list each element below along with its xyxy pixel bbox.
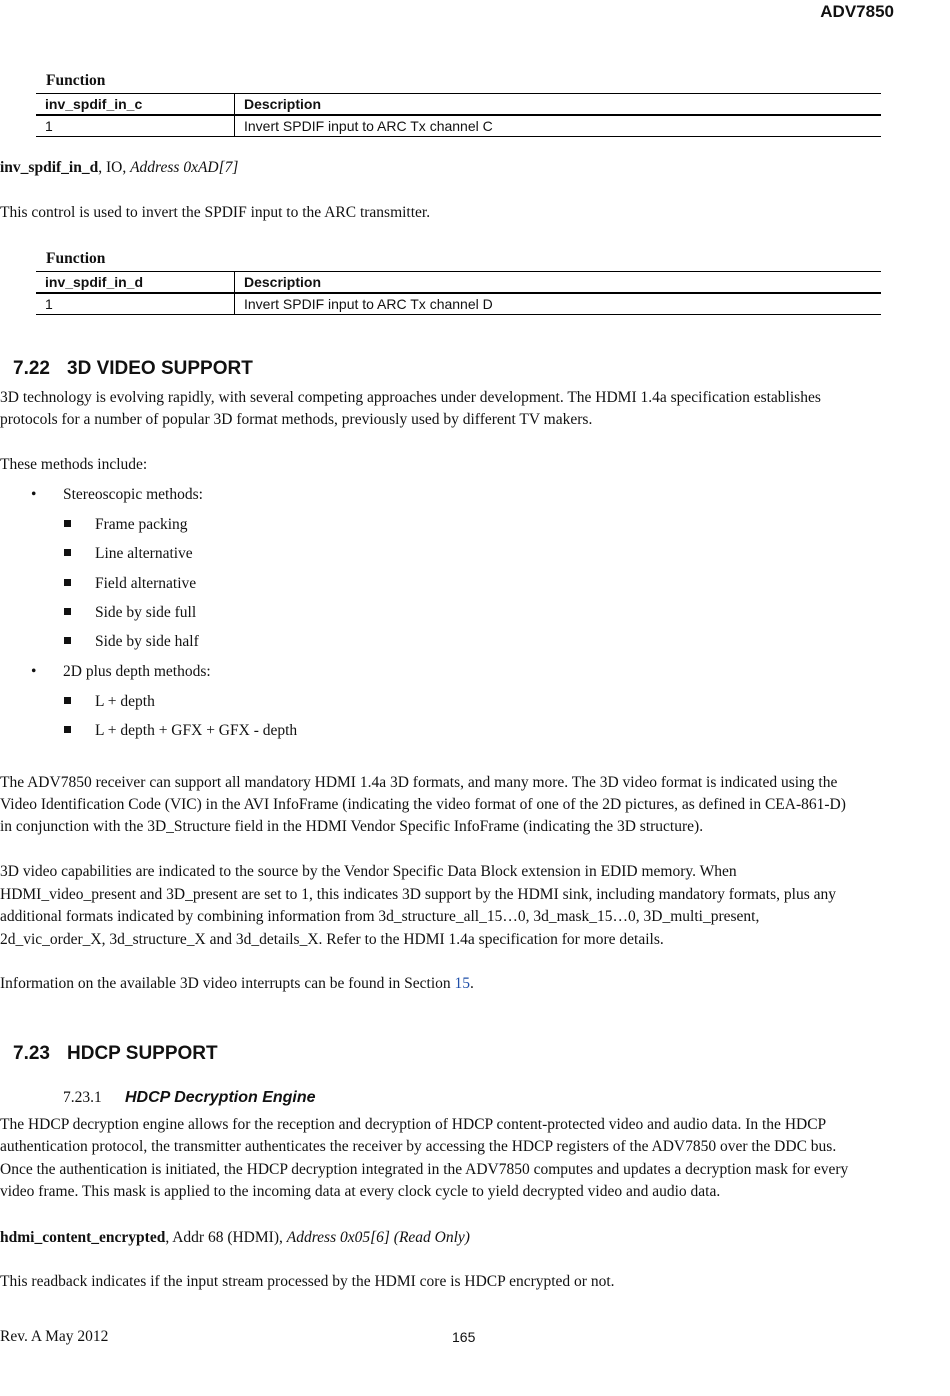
text-span: Information on the available 3D video interrupts can be found in Section — [0, 975, 455, 992]
table-row — [36, 293, 881, 315]
section-title: HDCP SUPPORT — [67, 1043, 218, 1064]
paragraph-methods-intro: These methods include: — [0, 456, 148, 473]
subsection-title: HDCP Decryption Engine — [125, 1089, 316, 1106]
section-number: 7.22 — [13, 358, 50, 379]
sub-item-label: L + depth + GFX + GFX - depth — [95, 722, 298, 739]
register-name: inv_spdif_in_d — [0, 159, 99, 176]
register-description: This control is used to invert the SPDIF input to the ARC transmitter. — [0, 204, 431, 221]
register-sep: , IO, — [98, 159, 131, 176]
list-item — [64, 514, 188, 536]
subsection-number: 7.23.1 — [63, 1089, 102, 1106]
register-sep: , Addr 68 (HDMI), — [165, 1229, 287, 1246]
paragraph-3d-intro-line2: protocols for a number of popular 3D format methods, previously used by different TV makers. — [0, 411, 593, 428]
table2-header-col1: inv_spdif_in_d — [36, 272, 235, 294]
section-15-link[interactable]: 15 — [454, 975, 471, 992]
paragraph-adv7850-support-line3: in conjunction with the 3D_Structure field in the HDMI Vendor Specific InfoFrame (indicating the 3D structure). — [0, 818, 704, 835]
paragraph-3d-capabilities-line2: HDMI_video_present and 3D_present are set to 1, this indicates 3D support by the HDMI sink, including mandatory formats, plus any — [0, 886, 836, 903]
paragraph-hdcp-line1: The HDCP decryption engine allows for the reception and decryption of HDCP content-protected video and audio data. In the HDCP — [0, 1116, 827, 1133]
bullet-2d-plus-depth: 2D plus depth methods: — [63, 663, 211, 680]
table2-caption: Function — [46, 250, 106, 267]
section-title: 3D VIDEO SUPPORT — [67, 358, 253, 379]
list-item — [64, 691, 155, 713]
table1-caption: Function — [46, 72, 106, 89]
bullet-stereoscopic: Stereoscopic methods: — [63, 486, 203, 503]
table1-header-col1: inv_spdif_in_c — [36, 94, 235, 116]
paragraph-adv7850-support-line2: Video Identification Code (VIC) in the AVI InfoFrame (indicating the video format of one of the 2D pictures, as defined in CEA-861-D) — [0, 796, 846, 813]
text-span: . — [470, 975, 474, 992]
register-name: hdmi_content_encrypted — [0, 1229, 166, 1246]
register-inv-spdif-in-d — [0, 157, 920, 179]
table-row — [36, 115, 881, 137]
register-hdmi-content-encrypted — [0, 1227, 920, 1249]
register-address: Address 0x05[6] (Read Only) — [286, 1229, 470, 1246]
table2-cell-value: 1 — [36, 293, 235, 315]
paragraph-3d-capabilities-line4: 2d_vic_order_X, 3d_structure_X and 3d_details_X. Refer to the HDMI 1.4a specification for more details. — [0, 931, 664, 948]
sub-item-label: L + depth — [95, 693, 155, 710]
sub-item-label: Field alternative — [95, 575, 197, 592]
paragraph-hdcp-line2: authentication protocol, the transmitter authenticates the receiver by accessing the HDCP registers of the ADV7850 over the DDC bus. — [0, 1138, 837, 1155]
table1-header-col2: Description — [235, 94, 882, 116]
sub-item-label: Side by side half — [95, 633, 199, 650]
paragraph-hdcp-line4: video frame. This mask is applied to the incoming data at every clock cycle to yield decrypted video and audio data. — [0, 1183, 721, 1200]
list-item: • 2D plus depth methods: — [31, 663, 211, 680]
list-item — [64, 602, 196, 624]
table1-cell-value: 1 — [36, 115, 235, 137]
section-number: 7.23 — [13, 1043, 50, 1064]
paragraph-3d-capabilities-line3: additional formats indicated by combining information from 3d_structure_all_15…0, 3d_mask_15…0, 3D_multi_present, — [0, 908, 760, 925]
list-item: • Stereoscopic methods: — [31, 486, 203, 503]
list-item — [64, 573, 196, 595]
document-header-title: ADV7850 — [820, 2, 894, 21]
register-description: This readback indicates if the input stream processed by the HDMI core is HDCP encrypted or not. — [0, 1273, 615, 1290]
list-item — [64, 720, 297, 742]
paragraph-3d-interrupts — [0, 973, 920, 995]
paragraph-adv7850-support-line1: The ADV7850 receiver can support all mandatory HDMI 1.4a 3D formats, and many more. The 3D video format is indicated using the — [0, 774, 838, 791]
sub-item-label: Line alternative — [95, 545, 193, 562]
sub-item-label: Frame packing — [95, 516, 188, 533]
section-heading-hdcp-support — [13, 1042, 218, 1066]
table2-cell-desc: Invert SPDIF input to ARC Tx channel D — [235, 293, 882, 315]
table2-header-col2: Description — [235, 272, 882, 294]
register-address: Address 0xAD[7] — [130, 159, 239, 176]
subsection-heading-hdcp-decryption-engine — [63, 1087, 316, 1109]
footer-revision: Rev. A May 2012 — [0, 1328, 109, 1345]
section-heading-3d-video-support — [13, 357, 253, 381]
paragraph-hdcp-line3: Once the authentication is initiated, the HDCP decryption integrated in the ADV7850 computes and updates a decryption mask for every — [0, 1161, 849, 1178]
table1-cell-desc: Invert SPDIF input to ARC Tx channel C — [235, 115, 882, 137]
function-table-inv-spdif-in-d — [36, 271, 881, 315]
list-item — [64, 543, 193, 565]
footer-page-number: 165 — [452, 1329, 476, 1345]
function-table-inv-spdif-in-c — [36, 93, 881, 137]
paragraph-3d-intro-line1: 3D technology is evolving rapidly, with several competing approaches under development. The HDMI 1.4a specification establishes — [0, 389, 821, 406]
sub-item-label: Side by side full — [95, 604, 197, 621]
list-item — [64, 631, 199, 653]
paragraph-3d-capabilities-line1: 3D video capabilities are indicated to the source by the Vendor Specific Data Block extension in EDID memory. When — [0, 863, 737, 880]
